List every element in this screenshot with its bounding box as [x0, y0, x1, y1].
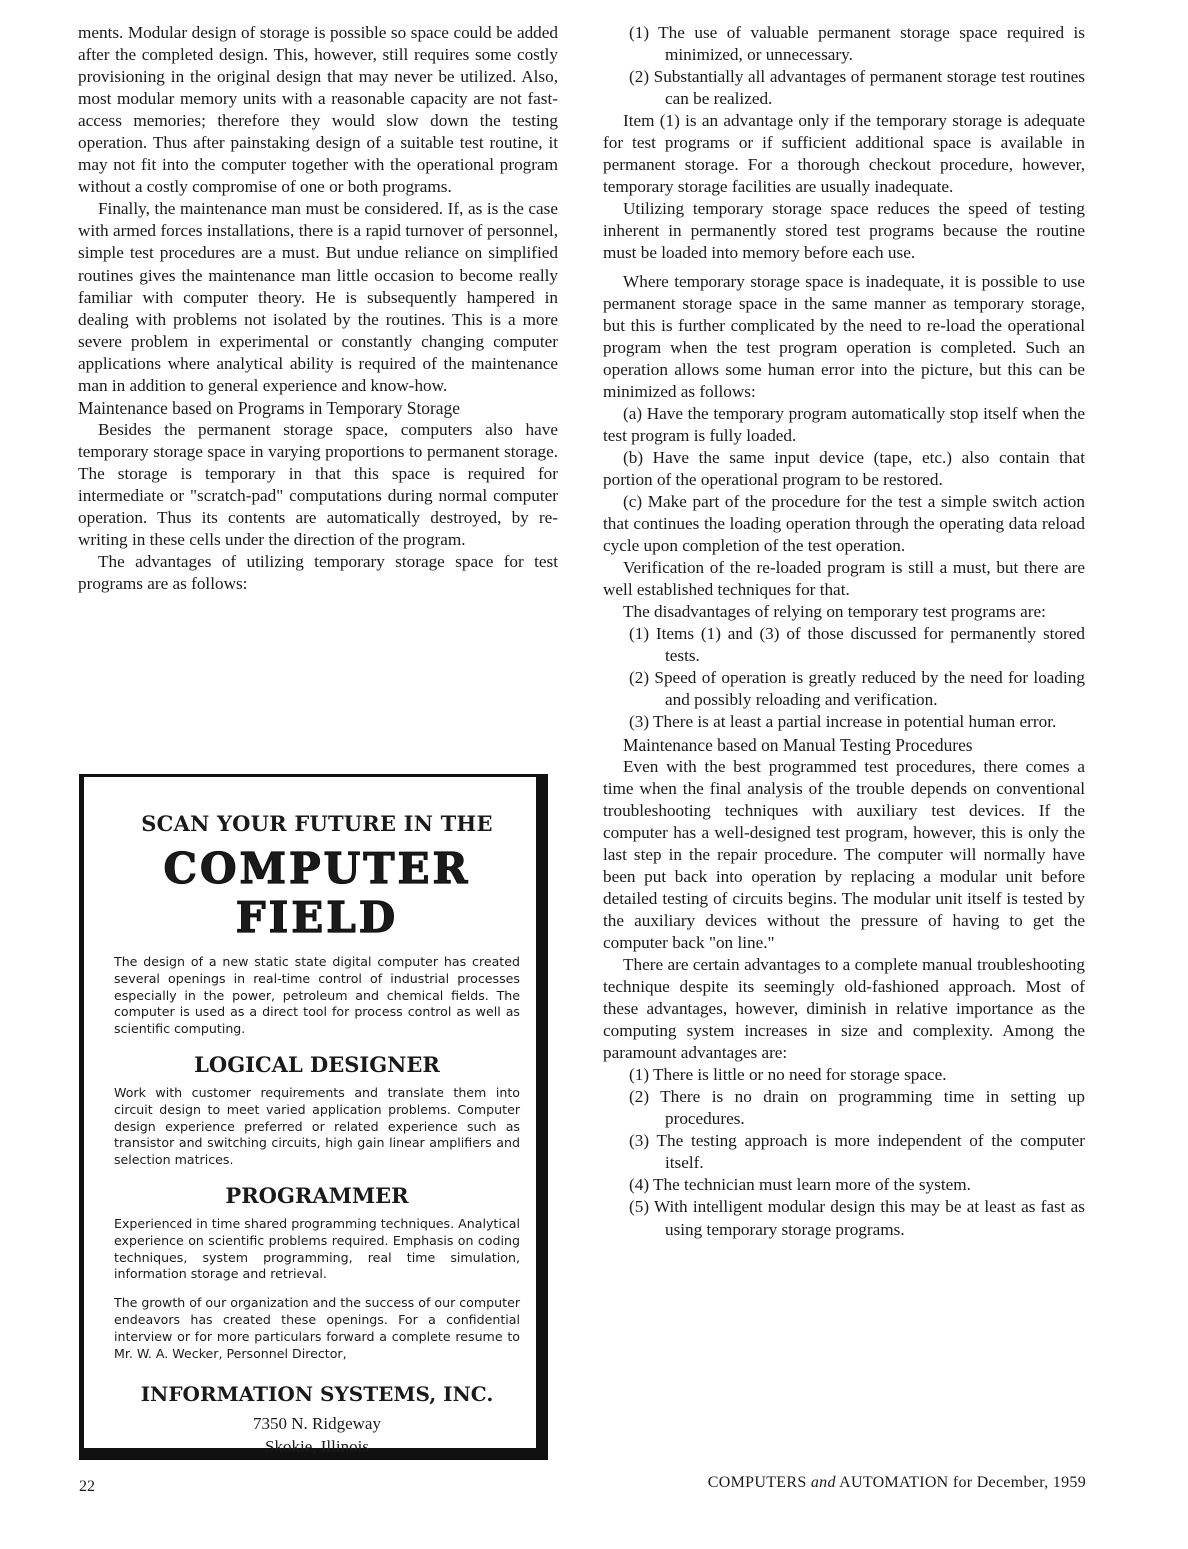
section-heading: Maintenance based on Manual Testing Procedures [623, 734, 973, 755]
paragraph: (a) Have the temporary program automatically stop itself when the test program is fully loaded. [603, 403, 1085, 445]
page-number: 22 [79, 1478, 95, 1495]
ad-job-title: PROGRAMMER [225, 1182, 409, 1208]
section-heading: Maintenance based on Programs in Temporary Storage [78, 397, 460, 418]
paragraph: Item (1) is an advantage only if the temporary storage is adequate for test programs or if sufficient additional space is available in permanent storage. For a thorough checkout procedure, however, temporary storage facilities are usually inadequate. [603, 111, 1085, 197]
paragraph: Where temporary storage space is inadequate, it is possible to use permanent storage space in the same manner as temporary storage, but this is further complicated by the need to re-load the operational program when the test program operation is completed. Such an operation allows some human error into the picture, but this can be minimized as follows: [603, 271, 1085, 401]
right-column [603, 22, 1085, 1241]
paragraph: ments. Modular design of storage is possible so space could be added after the completed design. This, however, still requires some costly provisioning in the original design that may never be utilized. Also, most modular memory units with a reasonable capacity are not fast-access memories; therefore they would slow down the testing operation. Thus after painstaking design of a suitable test routine, it may not fit into the computer together with the operational program without a costly compromise of one or both programs. [78, 23, 558, 197]
list-item: (5) With intelligent modular design this may be at least as fast as using temporary storage programs. [629, 1197, 1085, 1239]
job-advertisement [79, 774, 548, 1460]
running-footer [708, 1474, 1086, 1492]
list-item: (4) The technician must learn more of the system. [629, 1175, 971, 1195]
list-item: (1) The use of valuable permanent storage space required is minimized, or unnecessary. [629, 23, 1085, 65]
paragraph: (c) Make part of the procedure for the test a simple switch action that continues the loading operation through the operating data reload cycle upon completion of the test operation. [603, 491, 1085, 556]
ad-address-street: 7350 N. Ridgeway [253, 1414, 381, 1434]
paragraph: Finally, the maintenance man must be considered. If, as is the case with armed forces installations, there is a rapid turnover of personnel, simple test procedures are a must. But undue reliance on simplified routines gives the maintenance man little occasion to become really familiar with computer theory. He is subsequently hampered in dealing with problems not isolated by the routines. This is a more severe problem in experimental or constantly changing computer applications where analytical ability is required of the maintenance man in addition to general experience and know-how. [78, 199, 558, 395]
paragraph: Utilizing temporary storage space reduces the speed of testing inherent in permanently stored test programs because the routine must be loaded into memory before each use. [603, 199, 1085, 263]
list-item: (3) The testing approach is more independent of the computer itself. [629, 1131, 1085, 1173]
ad-address-city: Skokie, Illinois [265, 1437, 369, 1457]
ad-intro: The design of a new static state digital computer has created several openings in real-time control of industrial processes especially in the power, petroleum and chemical fields. The computer is used as a direct tool for process control as well as scientific computing. [114, 954, 520, 1037]
list-item: (2) There is no drain on programming time in setting up procedures. [629, 1087, 1085, 1129]
footer-and: and [810, 1474, 836, 1491]
paragraph: Verification of the re-loaded program is still a must, but there are well established techniques for that. [603, 558, 1085, 600]
paragraph: Besides the permanent storage space, computers also have temporary storage space in varying proportions to permanent storage. The storage is temporary in that this space is required for intermediate or "scratch-pad" computations during normal computer operation. Thus its contents are automatically destroyed, by re-writing in these cells under the direction of the program. [78, 419, 558, 550]
ad-headline: SCAN YOUR FUTURE IN THE [141, 811, 493, 836]
ad-closing: The growth of our organization and the success of our computer endeavors has created these openings. For a confidential interview or for more particulars forward a complete resume to Mr. W. A. Wecker, Personnel Director, [114, 1295, 520, 1361]
paragraph: (b) Have the same input device (tape, etc.) also contain that portion of the operational program to be restored. [603, 447, 1085, 489]
list-item: (2) Substantially all advantages of permanent storage test routines can be realized. [629, 67, 1085, 109]
paragraph: Even with the best programmed test procedures, there comes a time when the final analysis of the trouble depends on conventional troubleshooting techniques with auxiliary test devices. If the computer has a well-designed test program, however, this is only the last step in the repair procedure. The computer will normally have been put back into operation by replacing a modular unit before detailed testing of circuits begins. The modular unit itself is tested by the auxiliary devices without the pressure of having to get the computer back "on line." [603, 756, 1085, 952]
ad-headline-large: COMPUTER FIELD [163, 844, 471, 942]
ad-job-title: LOGICAL DESIGNER [194, 1051, 440, 1077]
list-item: (1) Items (1) and (3) of those discussed for permanently stored tests. [629, 624, 1085, 666]
ad-job-description: Work with customer requirements and translate them into circuit design to meet varied application problems. Computer design experience preferred or related experience such as transistor and switching circuits, high gain linear amplifiers and selection matrices. [114, 1084, 520, 1168]
left-column [78, 22, 558, 595]
ad-job-description: Experienced in time shared programming techniques. Analytical experience on scientific problems required. Emphasis on coding techniques, system programming, real time simulation, information storage and retrieval. [114, 1215, 520, 1282]
paragraph: The advantages of utilizing temporary storage space for test programs are as follows: [78, 552, 558, 594]
list-item: (2) Speed of operation is greatly reduced by the need for loading and possibly reloading and verification. [629, 668, 1085, 710]
paragraph: There are certain advantages to a complete manual troubleshooting technique despite its seemingly old-fashioned approach. Most of these advantages, however, diminish in relative importance as the computing system increases in size and complexity. Among the paramount advantages are: [603, 954, 1085, 1063]
ad-company-name: INFORMATION SYSTEMS, INC. [140, 1382, 494, 1407]
footer-date: AUTOMATION for December, 1959 [839, 1474, 1086, 1491]
footer-publication: COMPUTERS [707, 1474, 807, 1491]
paragraph: The disadvantages of relying on temporary test programs are: [623, 602, 1046, 622]
list-item: (3) There is at least a partial increase in potential human error. [629, 712, 1057, 732]
list-item: (1) There is little or no need for storage space. [629, 1065, 947, 1085]
